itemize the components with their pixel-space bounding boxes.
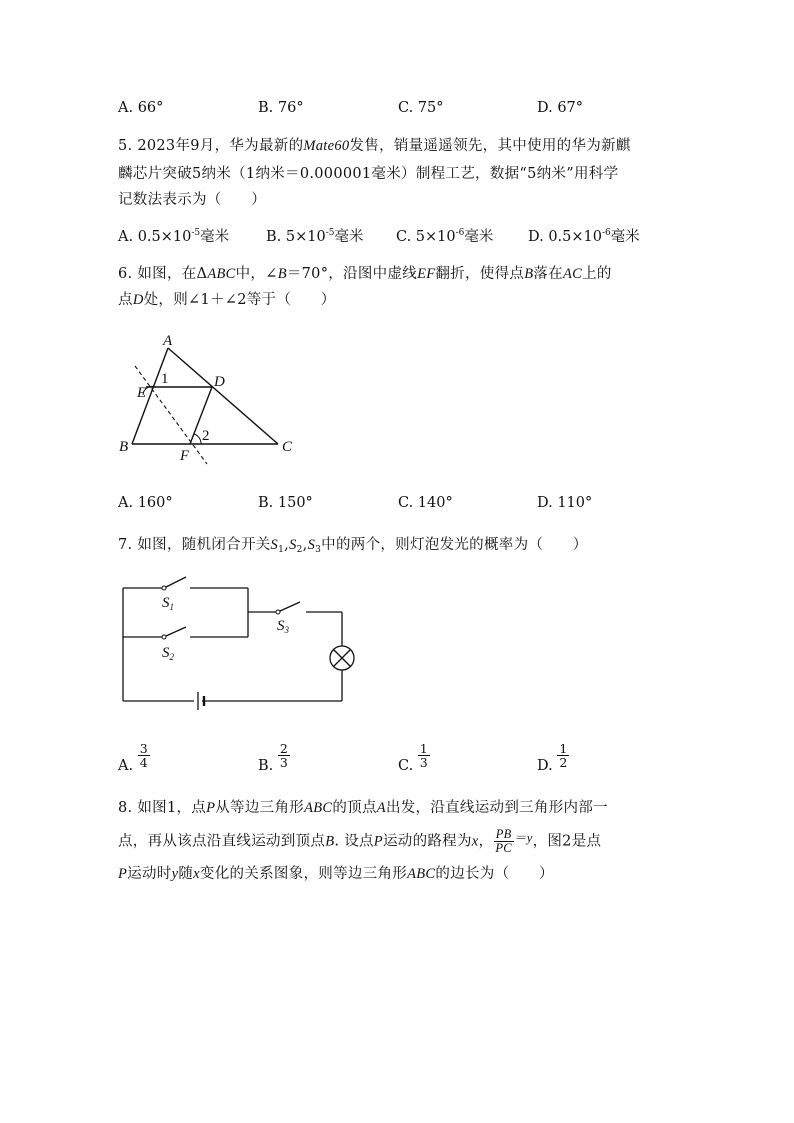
side-ac (168, 348, 278, 444)
label-e: E (137, 385, 147, 401)
q6-option-b[interactable]: B. 150° (258, 495, 313, 511)
switch-s2-blade (166, 627, 186, 636)
switch-s1-pivot (162, 586, 166, 590)
q4-option-a[interactable]: A. 66° (118, 100, 164, 116)
q7-circuit-figure (110, 570, 370, 720)
fold-line-ef (135, 366, 207, 464)
q4-option-b[interactable]: B. 76° (258, 100, 304, 116)
label-s3: $S_3$ (277, 618, 289, 635)
q5-option-d[interactable]: D. $0.5\times 10^{-6}$毫米 (528, 228, 640, 245)
label-b: B (119, 439, 129, 455)
label-angle-2: 2 (202, 428, 210, 444)
switch-s3-blade (280, 602, 300, 611)
q5-option-b[interactable]: B. $5\times 10^{-5}$毫米 (266, 228, 364, 245)
q6-triangle-figure (110, 328, 310, 468)
q5-stem-line-1: 5. 2023年9月，华为最新的Mate60发售，销量遥遥领先，其中使用的华为新麒 (118, 138, 631, 154)
q7-stem-line-1: 7. 如图，随机闭合开关$S_1,S_2,S_3$中的两个，则灯泡发光的概率为（ ） (118, 537, 588, 555)
q4-option-c[interactable]: C. 75° (398, 100, 444, 116)
label-d: D (214, 374, 225, 390)
q6-option-a[interactable]: A. 160° (118, 495, 173, 511)
q5-stem-line-2: 麟芯片突破5纳米（1纳米＝0.000001毫米）制程工艺，数据“5纳米”用科学 (118, 166, 619, 182)
q7-option-a[interactable]: A. $\frac{3}{4}$ (118, 741, 148, 774)
switch-s2-pivot (162, 635, 166, 639)
q5-option-c[interactable]: C. $5\times 10^{-6}$毫米 (396, 228, 494, 245)
label-a: A (163, 333, 173, 349)
q8-stem-line-1: 8. 如图1，点P从等边三角形ABC的顶点A出发，沿直线运动到三角形内部一 (118, 800, 608, 816)
q6-option-d[interactable]: D. 110° (537, 495, 593, 511)
q5-option-a[interactable]: A. $0.5\times 10^{-5}$毫米 (118, 228, 230, 245)
q7-option-b[interactable]: B. $\frac{2}{3}$ (258, 741, 288, 774)
q6-option-c[interactable]: C. 140° (398, 495, 453, 511)
q5-stem-line-3: 记数法表示为（ ） (118, 192, 266, 208)
q4-option-d[interactable]: D. 67° (537, 100, 584, 116)
q8-stem-line-2: 点，再从该点沿直线运动到顶点B. 设点P运动的路程为x， $\frac{PB}{PC}$ ＝y，图2是点 (118, 827, 602, 855)
angle-2-arc (194, 434, 201, 444)
label-c: C (282, 439, 293, 455)
label-s2: $S_2$ (162, 645, 174, 662)
q6-stem-line-2: 点D处，则∠1＋∠2等于（ ） (118, 292, 336, 308)
q6-stem-line-1: 6. 如图，在ΔABC中，∠B＝70°，沿图中虚线EF翻折，使得点B落在AC上的 (118, 266, 612, 282)
switch-s3-pivot (276, 610, 280, 614)
q8-fraction: $\frac{PB}{PC}$ (495, 827, 512, 855)
label-s1: $S_1$ (162, 595, 174, 612)
q7-option-c[interactable]: C. $\frac{1}{3}$ (398, 741, 428, 774)
q8-stem-line-3: P运动时y随x变化的关系图象，则等边三角形ABC的边长为（ ） (118, 866, 554, 882)
q7-option-d[interactable]: D. $\frac{1}{2}$ (537, 741, 568, 774)
switch-s1-blade (166, 577, 186, 587)
label-angle-1: 1 (161, 371, 169, 387)
label-f: F (180, 448, 190, 464)
